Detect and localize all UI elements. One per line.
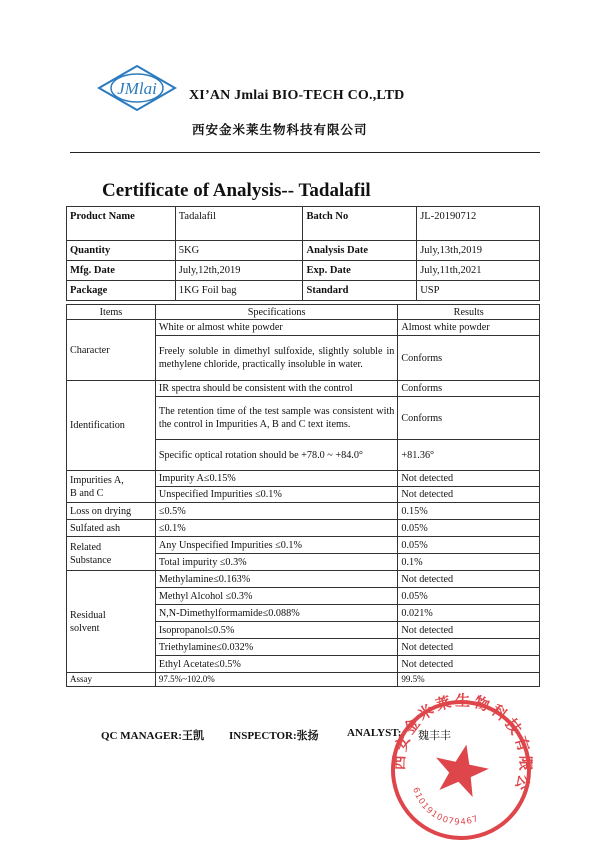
header-divider bbox=[70, 152, 540, 153]
result-cell: Not detected bbox=[398, 622, 540, 639]
spec-cell: Freely soluble in dimethyl sulfoxide, slightly soluble in methylene chloride, practically insoluble in water. bbox=[155, 336, 398, 381]
result-cell: Not detected bbox=[398, 487, 540, 503]
quantity-value: 5KG bbox=[175, 241, 303, 261]
spec-cell: IR spectra should be consistent with the control bbox=[155, 381, 398, 397]
result-cell: 0.15% bbox=[398, 503, 540, 520]
item-label bbox=[67, 571, 156, 673]
analyst-signature: ANALYST: bbox=[347, 727, 402, 739]
spec-cell: Triethylamine≤0.032% bbox=[155, 639, 398, 656]
result-cell: Not detected bbox=[398, 471, 540, 487]
item-label bbox=[67, 471, 156, 503]
analyst-name: 魏丰丰 bbox=[418, 730, 451, 742]
company-name-en: XI’AN Jmlai BIO-TECH CO.,LTD bbox=[189, 88, 405, 103]
document-title: Certificate of Analysis-- Tadalafil bbox=[102, 180, 371, 201]
svg-text:6101910079467 bbox=[404, 784, 485, 832]
item-label: Sulfated ash bbox=[67, 520, 156, 537]
item-label: Assay bbox=[67, 673, 156, 687]
seal-number: 6101910079467 bbox=[410, 786, 481, 828]
result-cell: Not detected bbox=[398, 639, 540, 656]
standard-value: USP bbox=[417, 281, 540, 301]
spec-cell: Specific optical rotation should be +78.0 ~ +84.0° bbox=[155, 440, 398, 471]
item-label bbox=[67, 537, 156, 571]
spec-cell: Methyl Alcohol ≤0.3% bbox=[155, 588, 398, 605]
quantity-label: Quantity bbox=[67, 241, 176, 261]
analysis-date-label: Analysis Date bbox=[303, 241, 417, 261]
spec-cell: N,N-Dimethylformamide≤0.088% bbox=[155, 605, 398, 622]
company-name-cn: 西安金米莱生物科技有限公司 bbox=[192, 122, 368, 137]
specification-table bbox=[66, 304, 540, 687]
result-cell: 0.021% bbox=[398, 605, 540, 622]
column-header-items: Items bbox=[67, 305, 156, 320]
inspector-signature: INSPECTOR:张扬 bbox=[229, 730, 319, 742]
seal-text: 西安金米莱生物科技有限公司 bbox=[390, 691, 535, 796]
item-label: Identification bbox=[67, 381, 156, 471]
spec-cell: White or almost white powder bbox=[155, 320, 398, 336]
result-cell: Conforms bbox=[398, 336, 540, 381]
package-value: 1KG Foil bag bbox=[175, 281, 303, 301]
standard-label: Standard bbox=[303, 281, 417, 301]
result-cell: 0.05% bbox=[398, 588, 540, 605]
column-header-results: Results bbox=[398, 305, 540, 320]
spec-cell: Unspecified Impurities ≤0.1% bbox=[155, 487, 398, 503]
spec-cell: Methylamine≤0.163% bbox=[155, 571, 398, 588]
spec-cell: Ethyl Acetate≤0.5% bbox=[155, 656, 398, 673]
analysis-date-value: July,13th,2019 bbox=[417, 241, 540, 261]
product-info-table bbox=[66, 206, 540, 301]
exp-date-value: July,11th,2021 bbox=[417, 261, 540, 281]
spec-cell: The retention time of the test sample was consistent with the control in Impurities A, B and C text items. bbox=[155, 397, 398, 440]
batch-no-value: JL-20190712 bbox=[417, 207, 540, 241]
batch-no-label: Batch No bbox=[303, 207, 417, 241]
item-label-line: solvent bbox=[70, 622, 100, 634]
company-seal-stamp bbox=[376, 690, 546, 840]
exp-date-label: Exp. Date bbox=[303, 261, 417, 281]
result-cell: 0.05% bbox=[398, 520, 540, 537]
spec-cell: ≤0.1% bbox=[155, 520, 398, 537]
company-logo bbox=[97, 64, 177, 112]
item-label: Character bbox=[67, 320, 156, 381]
item-label-line: B and C bbox=[70, 487, 104, 499]
result-cell: Not detected bbox=[398, 656, 540, 673]
result-cell: Conforms bbox=[398, 397, 540, 440]
seal-star-icon bbox=[430, 739, 493, 799]
item-label-line: Related bbox=[70, 541, 102, 553]
item-label-line: Impurities A, bbox=[70, 474, 124, 486]
spec-cell: ≤0.5% bbox=[155, 503, 398, 520]
result-cell: Not detected bbox=[398, 571, 540, 588]
mfg-date-label: Mfg. Date bbox=[67, 261, 176, 281]
item-label-line: Substance bbox=[70, 554, 112, 566]
package-label: Package bbox=[67, 281, 176, 301]
mfg-date-value: July,12th,2019 bbox=[175, 261, 303, 281]
product-name-label: Product Name bbox=[67, 207, 176, 241]
spec-cell: Total impurity ≤0.3% bbox=[155, 554, 398, 571]
result-cell: 0.1% bbox=[398, 554, 540, 571]
qc-manager-signature: QC MANAGER:王凯 bbox=[101, 730, 204, 742]
product-name-value: Tadalafil bbox=[175, 207, 303, 241]
result-cell: +81.36° bbox=[398, 440, 540, 471]
result-cell: Conforms bbox=[398, 381, 540, 397]
spec-cell: Isopropanol≤0.5% bbox=[155, 622, 398, 639]
logo-text: JMlai bbox=[117, 79, 157, 98]
spec-cell: Impurity A≤0.15% bbox=[155, 471, 398, 487]
result-cell: Almost white powder bbox=[398, 320, 540, 336]
item-label-line: Residual bbox=[70, 609, 106, 621]
item-label: Loss on drying bbox=[67, 503, 156, 520]
spec-cell: 97.5%~102.0% bbox=[155, 673, 398, 687]
result-cell: 99.5% bbox=[398, 673, 540, 687]
spec-cell: Any Unspecified Impurities ≤0.1% bbox=[155, 537, 398, 554]
column-header-specifications: Specifications bbox=[155, 305, 398, 320]
result-cell: 0.05% bbox=[398, 537, 540, 554]
